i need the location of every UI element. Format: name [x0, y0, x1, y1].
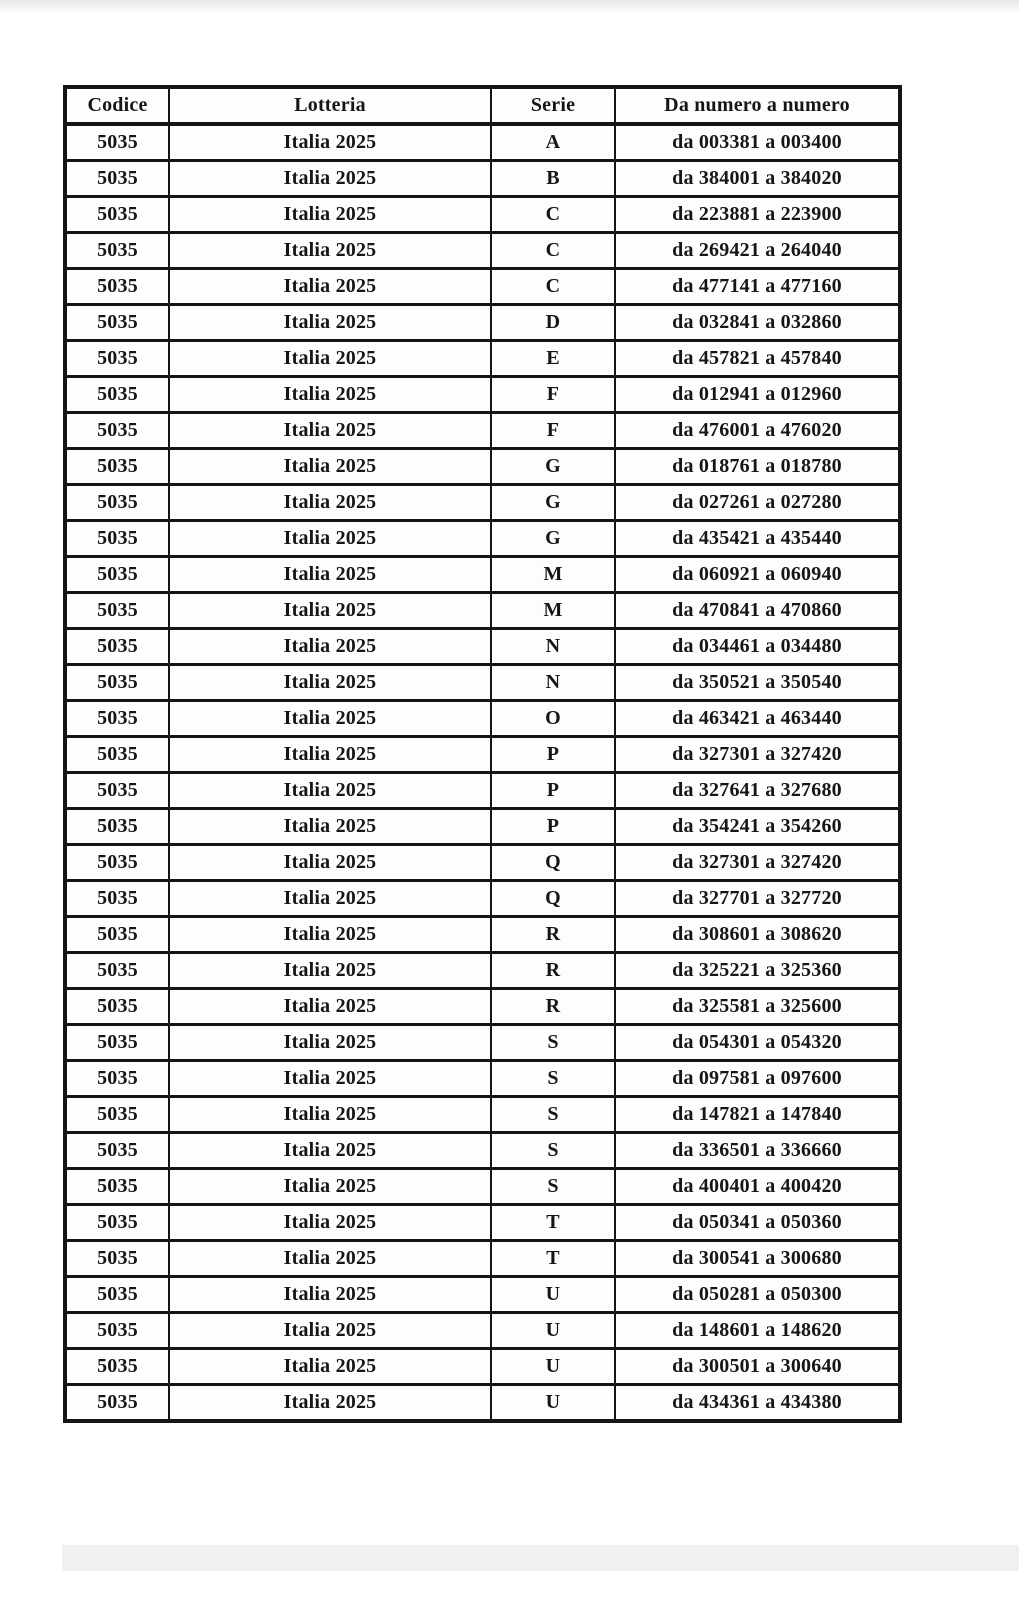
cell-lotteria: Italia 2025	[169, 701, 491, 737]
cell-serie: C	[491, 197, 615, 233]
cell-range: da 034461 a 034480	[615, 629, 900, 665]
cell-lotteria: Italia 2025	[169, 557, 491, 593]
cell-range: da 435421 a 435440	[615, 521, 900, 557]
cell-codice: 5035	[65, 124, 169, 161]
cell-range: da 032841 a 032860	[615, 305, 900, 341]
cell-codice: 5035	[65, 809, 169, 845]
cell-range: da 003381 a 003400	[615, 124, 900, 161]
cell-serie: M	[491, 557, 615, 593]
cell-range: da 308601 a 308620	[615, 917, 900, 953]
cell-range: da 477141 a 477160	[615, 269, 900, 305]
cell-lotteria: Italia 2025	[169, 305, 491, 341]
table-row	[65, 521, 900, 557]
table-row	[65, 449, 900, 485]
cell-lotteria: Italia 2025	[169, 1205, 491, 1241]
cell-serie: M	[491, 593, 615, 629]
table-row	[65, 269, 900, 305]
cell-codice: 5035	[65, 197, 169, 233]
cell-serie: U	[491, 1313, 615, 1349]
cell-codice: 5035	[65, 557, 169, 593]
cell-range: da 434361 a 434380	[615, 1385, 900, 1422]
cell-lotteria: Italia 2025	[169, 1061, 491, 1097]
cell-lotteria: Italia 2025	[169, 1241, 491, 1277]
cell-range: da 300541 a 300680	[615, 1241, 900, 1277]
cell-range: da 327701 a 327720	[615, 881, 900, 917]
cell-codice: 5035	[65, 377, 169, 413]
cell-serie: Q	[491, 881, 615, 917]
cell-serie: T	[491, 1205, 615, 1241]
cell-codice: 5035	[65, 665, 169, 701]
cell-codice: 5035	[65, 737, 169, 773]
cell-codice: 5035	[65, 629, 169, 665]
cell-range: da 327641 a 327680	[615, 773, 900, 809]
cell-codice: 5035	[65, 701, 169, 737]
cell-codice: 5035	[65, 1241, 169, 1277]
table-row	[65, 1025, 900, 1061]
cell-range: da 060921 a 060940	[615, 557, 900, 593]
table-row	[65, 953, 900, 989]
cell-codice: 5035	[65, 1385, 169, 1422]
cell-codice: 5035	[65, 341, 169, 377]
cell-serie: S	[491, 1097, 615, 1133]
cell-lotteria: Italia 2025	[169, 665, 491, 701]
cell-codice: 5035	[65, 773, 169, 809]
cell-lotteria: Italia 2025	[169, 845, 491, 881]
cell-lotteria: Italia 2025	[169, 1025, 491, 1061]
cell-range: da 476001 a 476020	[615, 413, 900, 449]
cell-lotteria: Italia 2025	[169, 1097, 491, 1133]
cell-range: da 147821 a 147840	[615, 1097, 900, 1133]
cell-codice: 5035	[65, 917, 169, 953]
table-row	[65, 845, 900, 881]
cell-range: da 300501 a 300640	[615, 1349, 900, 1385]
table-row	[65, 1313, 900, 1349]
cell-lotteria: Italia 2025	[169, 1385, 491, 1422]
table-row	[65, 881, 900, 917]
cell-codice: 5035	[65, 233, 169, 269]
cell-lotteria: Italia 2025	[169, 341, 491, 377]
table-row	[65, 377, 900, 413]
table-row	[65, 1097, 900, 1133]
cell-range: da 050281 a 050300	[615, 1277, 900, 1313]
cell-serie: Q	[491, 845, 615, 881]
cell-serie: C	[491, 269, 615, 305]
cell-lotteria: Italia 2025	[169, 953, 491, 989]
cell-codice: 5035	[65, 845, 169, 881]
cell-codice: 5035	[65, 1061, 169, 1097]
cell-range: da 336501 a 336660	[615, 1133, 900, 1169]
cell-codice: 5035	[65, 1133, 169, 1169]
cell-codice: 5035	[65, 485, 169, 521]
cell-serie: S	[491, 1061, 615, 1097]
table-row	[65, 989, 900, 1025]
cell-codice: 5035	[65, 1097, 169, 1133]
table-row	[65, 1349, 900, 1385]
cell-lotteria: Italia 2025	[169, 773, 491, 809]
table-row	[65, 593, 900, 629]
table-row	[65, 737, 900, 773]
cell-range: da 018761 a 018780	[615, 449, 900, 485]
cell-lotteria: Italia 2025	[169, 161, 491, 197]
cell-serie: R	[491, 917, 615, 953]
lottery-series-table	[63, 85, 902, 1423]
cell-serie: G	[491, 485, 615, 521]
cell-codice: 5035	[65, 1025, 169, 1061]
cell-lotteria: Italia 2025	[169, 593, 491, 629]
table-row	[65, 1205, 900, 1241]
cell-codice: 5035	[65, 593, 169, 629]
cell-lotteria: Italia 2025	[169, 413, 491, 449]
cell-range: da 012941 a 012960	[615, 377, 900, 413]
cell-serie: N	[491, 629, 615, 665]
cell-lotteria: Italia 2025	[169, 917, 491, 953]
cell-lotteria: Italia 2025	[169, 124, 491, 161]
cell-codice: 5035	[65, 1205, 169, 1241]
cell-range: da 097581 a 097600	[615, 1061, 900, 1097]
cell-serie: N	[491, 665, 615, 701]
table-row	[65, 1133, 900, 1169]
cell-serie: F	[491, 413, 615, 449]
cell-lotteria: Italia 2025	[169, 485, 491, 521]
cell-codice: 5035	[65, 449, 169, 485]
cell-range: da 470841 a 470860	[615, 593, 900, 629]
cell-lotteria: Italia 2025	[169, 1277, 491, 1313]
cell-codice: 5035	[65, 521, 169, 557]
cell-serie: P	[491, 773, 615, 809]
table-row	[65, 161, 900, 197]
table-row	[65, 413, 900, 449]
cell-range: da 327301 a 327420	[615, 845, 900, 881]
page-bottom-edge	[62, 1545, 1019, 1571]
cell-serie: T	[491, 1241, 615, 1277]
cell-serie: P	[491, 809, 615, 845]
table-row	[65, 917, 900, 953]
table-row	[65, 124, 900, 161]
cell-lotteria: Italia 2025	[169, 881, 491, 917]
cell-range: da 050341 a 050360	[615, 1205, 900, 1241]
cell-lotteria: Italia 2025	[169, 377, 491, 413]
cell-range: da 148601 a 148620	[615, 1313, 900, 1349]
cell-serie: R	[491, 989, 615, 1025]
table-row	[65, 197, 900, 233]
cell-codice: 5035	[65, 269, 169, 305]
table-row	[65, 1241, 900, 1277]
cell-range: da 384001 a 384020	[615, 161, 900, 197]
cell-range: da 327301 a 327420	[615, 737, 900, 773]
cell-lotteria: Italia 2025	[169, 521, 491, 557]
table-row	[65, 809, 900, 845]
cell-codice: 5035	[65, 1349, 169, 1385]
cell-serie: U	[491, 1385, 615, 1422]
cell-serie: U	[491, 1277, 615, 1313]
column-header-serie: Serie	[491, 87, 615, 124]
cell-serie: D	[491, 305, 615, 341]
cell-serie: S	[491, 1025, 615, 1061]
column-header-codice: Codice	[65, 87, 169, 124]
cell-codice: 5035	[65, 1277, 169, 1313]
table-header-row	[65, 87, 900, 124]
cell-serie: G	[491, 521, 615, 557]
cell-range: da 325221 a 325360	[615, 953, 900, 989]
table-row	[65, 1061, 900, 1097]
table-row	[65, 665, 900, 701]
table-header	[65, 87, 900, 124]
cell-range: da 354241 a 354260	[615, 809, 900, 845]
table-row	[65, 773, 900, 809]
table-row	[65, 233, 900, 269]
table-row	[65, 557, 900, 593]
table-row	[65, 305, 900, 341]
cell-serie: B	[491, 161, 615, 197]
table-row	[65, 629, 900, 665]
cell-serie: F	[491, 377, 615, 413]
cell-range: da 463421 a 463440	[615, 701, 900, 737]
cell-serie: S	[491, 1169, 615, 1205]
cell-lotteria: Italia 2025	[169, 809, 491, 845]
table-row	[65, 1169, 900, 1205]
cell-codice: 5035	[65, 161, 169, 197]
table-row	[65, 1277, 900, 1313]
cell-serie: C	[491, 233, 615, 269]
cell-range: da 457821 a 457840	[615, 341, 900, 377]
cell-serie: S	[491, 1133, 615, 1169]
table-row	[65, 341, 900, 377]
cell-codice: 5035	[65, 989, 169, 1025]
cell-range: da 223881 a 223900	[615, 197, 900, 233]
cell-lotteria: Italia 2025	[169, 233, 491, 269]
cell-serie: P	[491, 737, 615, 773]
cell-codice: 5035	[65, 881, 169, 917]
cell-serie: U	[491, 1349, 615, 1385]
cell-lotteria: Italia 2025	[169, 1133, 491, 1169]
cell-codice: 5035	[65, 953, 169, 989]
cell-lotteria: Italia 2025	[169, 737, 491, 773]
cell-lotteria: Italia 2025	[169, 197, 491, 233]
cell-serie: E	[491, 341, 615, 377]
cell-codice: 5035	[65, 413, 169, 449]
cell-codice: 5035	[65, 305, 169, 341]
cell-lotteria: Italia 2025	[169, 629, 491, 665]
page-top-shadow	[0, 0, 1019, 14]
cell-range: da 325581 a 325600	[615, 989, 900, 1025]
cell-lotteria: Italia 2025	[169, 1313, 491, 1349]
table-row	[65, 485, 900, 521]
cell-serie: O	[491, 701, 615, 737]
cell-range: da 054301 a 054320	[615, 1025, 900, 1061]
cell-lotteria: Italia 2025	[169, 269, 491, 305]
cell-lotteria: Italia 2025	[169, 989, 491, 1025]
table-row	[65, 701, 900, 737]
cell-range: da 400401 a 400420	[615, 1169, 900, 1205]
cell-range: da 027261 a 027280	[615, 485, 900, 521]
lottery-table-body	[65, 124, 900, 1421]
table-row	[65, 1385, 900, 1422]
cell-serie: A	[491, 124, 615, 161]
cell-range: da 269421 a 264040	[615, 233, 900, 269]
cell-serie: G	[491, 449, 615, 485]
cell-lotteria: Italia 2025	[169, 1169, 491, 1205]
column-header-da-numero-a-numero: Da numero a numero	[615, 87, 900, 124]
cell-lotteria: Italia 2025	[169, 1349, 491, 1385]
cell-lotteria: Italia 2025	[169, 449, 491, 485]
cell-codice: 5035	[65, 1169, 169, 1205]
column-header-lotteria: Lotteria	[169, 87, 491, 124]
cell-serie: R	[491, 953, 615, 989]
cell-codice: 5035	[65, 1313, 169, 1349]
cell-range: da 350521 a 350540	[615, 665, 900, 701]
